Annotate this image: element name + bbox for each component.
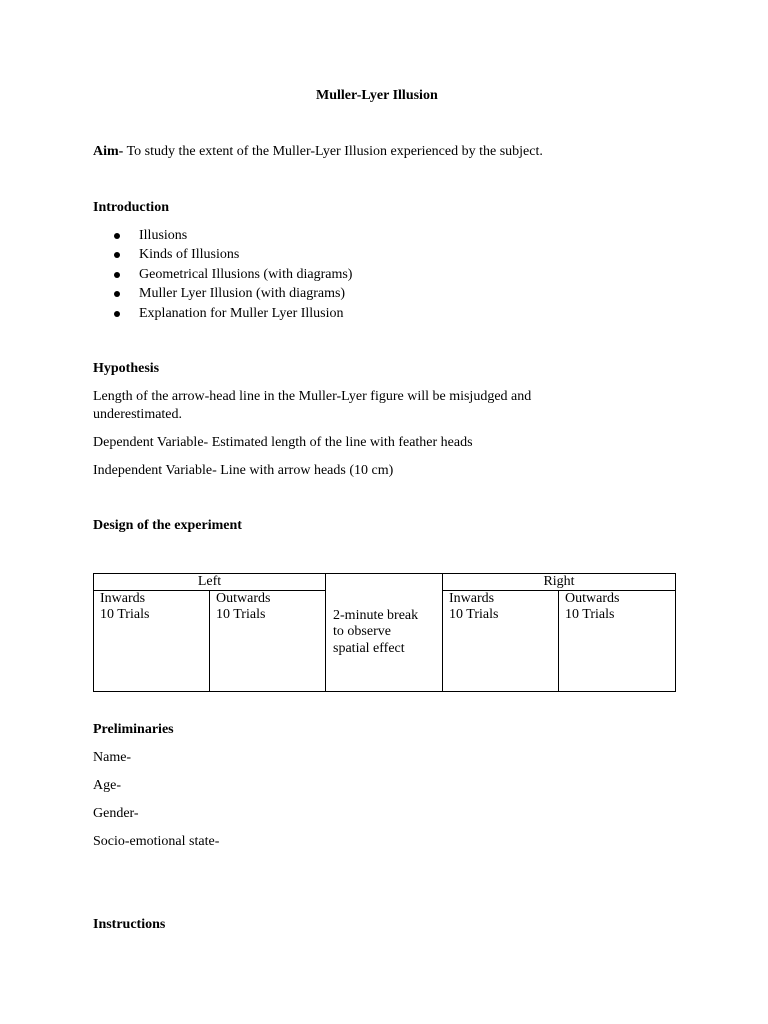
field-gender: Gender- — [93, 806, 139, 821]
list-item — [93, 284, 352, 303]
list-item-text: Geometrical Illusions (with diagrams) — [139, 266, 353, 282]
right-header: Right — [443, 574, 676, 591]
break-line-2: to observe — [333, 624, 391, 640]
list-item — [93, 304, 352, 323]
preliminaries-heading: Preliminaries — [93, 722, 174, 737]
cell-label: Outwards — [565, 591, 620, 606]
left-inwards-cell — [94, 591, 210, 692]
hypothesis-heading: Hypothesis — [93, 361, 160, 376]
break-line-3: spatial effect — [333, 640, 405, 656]
field-age: Age- — [93, 778, 121, 793]
bullet-icon — [114, 291, 120, 297]
bullet-icon — [114, 272, 120, 278]
list-item-text: Muller Lyer Illusion (with diagrams) — [139, 286, 346, 302]
bullet-icon — [114, 233, 120, 239]
cell-trials: 10 Trials — [565, 607, 615, 622]
cell-label: Outwards — [216, 591, 271, 606]
cell-trials: 10 Trials — [216, 607, 266, 622]
aim-label: Aim- — [93, 144, 124, 159]
dependent-variable: Dependent Variable- Estimated length of the line with feather heads — [93, 435, 473, 450]
bullet-icon — [114, 311, 120, 317]
list-item-text: Illusions — [139, 228, 188, 243]
list-item — [93, 265, 352, 284]
left-header: Left — [94, 574, 326, 591]
cell-label: Inwards — [100, 591, 146, 606]
table-row — [94, 574, 676, 591]
hypothesis-text-line-2: underestimated. — [93, 407, 183, 422]
field-name: Name- — [93, 750, 132, 765]
cell-trials: 10 Trials — [449, 607, 499, 622]
independent-variable: Independent Variable- Line with arrow heads (10 cm) — [93, 463, 394, 478]
left-outwards-cell — [210, 591, 326, 692]
cell-trials: 10 Trials — [100, 607, 150, 622]
list-item-text: Explanation for Muller Lyer Illusion — [139, 305, 344, 321]
design-table — [93, 573, 676, 692]
bullet-icon — [114, 252, 120, 258]
design-heading: Design of the experiment — [93, 518, 242, 533]
aim-text: To study the extent of the Muller-Lyer Illusion experienced by the subject. — [123, 144, 543, 159]
list-item-text: Kinds of Illusions — [139, 247, 240, 263]
break-line-1: 2-minute break — [333, 607, 419, 623]
cell-label: Inwards — [449, 591, 495, 606]
instructions-heading: Instructions — [93, 917, 166, 932]
hypothesis-text-line-1: Length of the arrow-head line in the Muller-Lyer figure will be misjudged and — [93, 389, 532, 404]
break-cell — [326, 574, 443, 692]
list-item — [93, 245, 352, 264]
field-socio-emotional-state: Socio-emotional state- — [93, 834, 220, 849]
right-outwards-cell — [559, 591, 676, 692]
list-item — [93, 226, 352, 245]
right-inwards-cell — [443, 591, 559, 692]
introduction-heading: Introduction — [93, 200, 169, 215]
aim-line — [93, 144, 543, 161]
introduction-list — [93, 226, 352, 323]
document-title: Muller-Lyer Illusion — [316, 88, 438, 103]
